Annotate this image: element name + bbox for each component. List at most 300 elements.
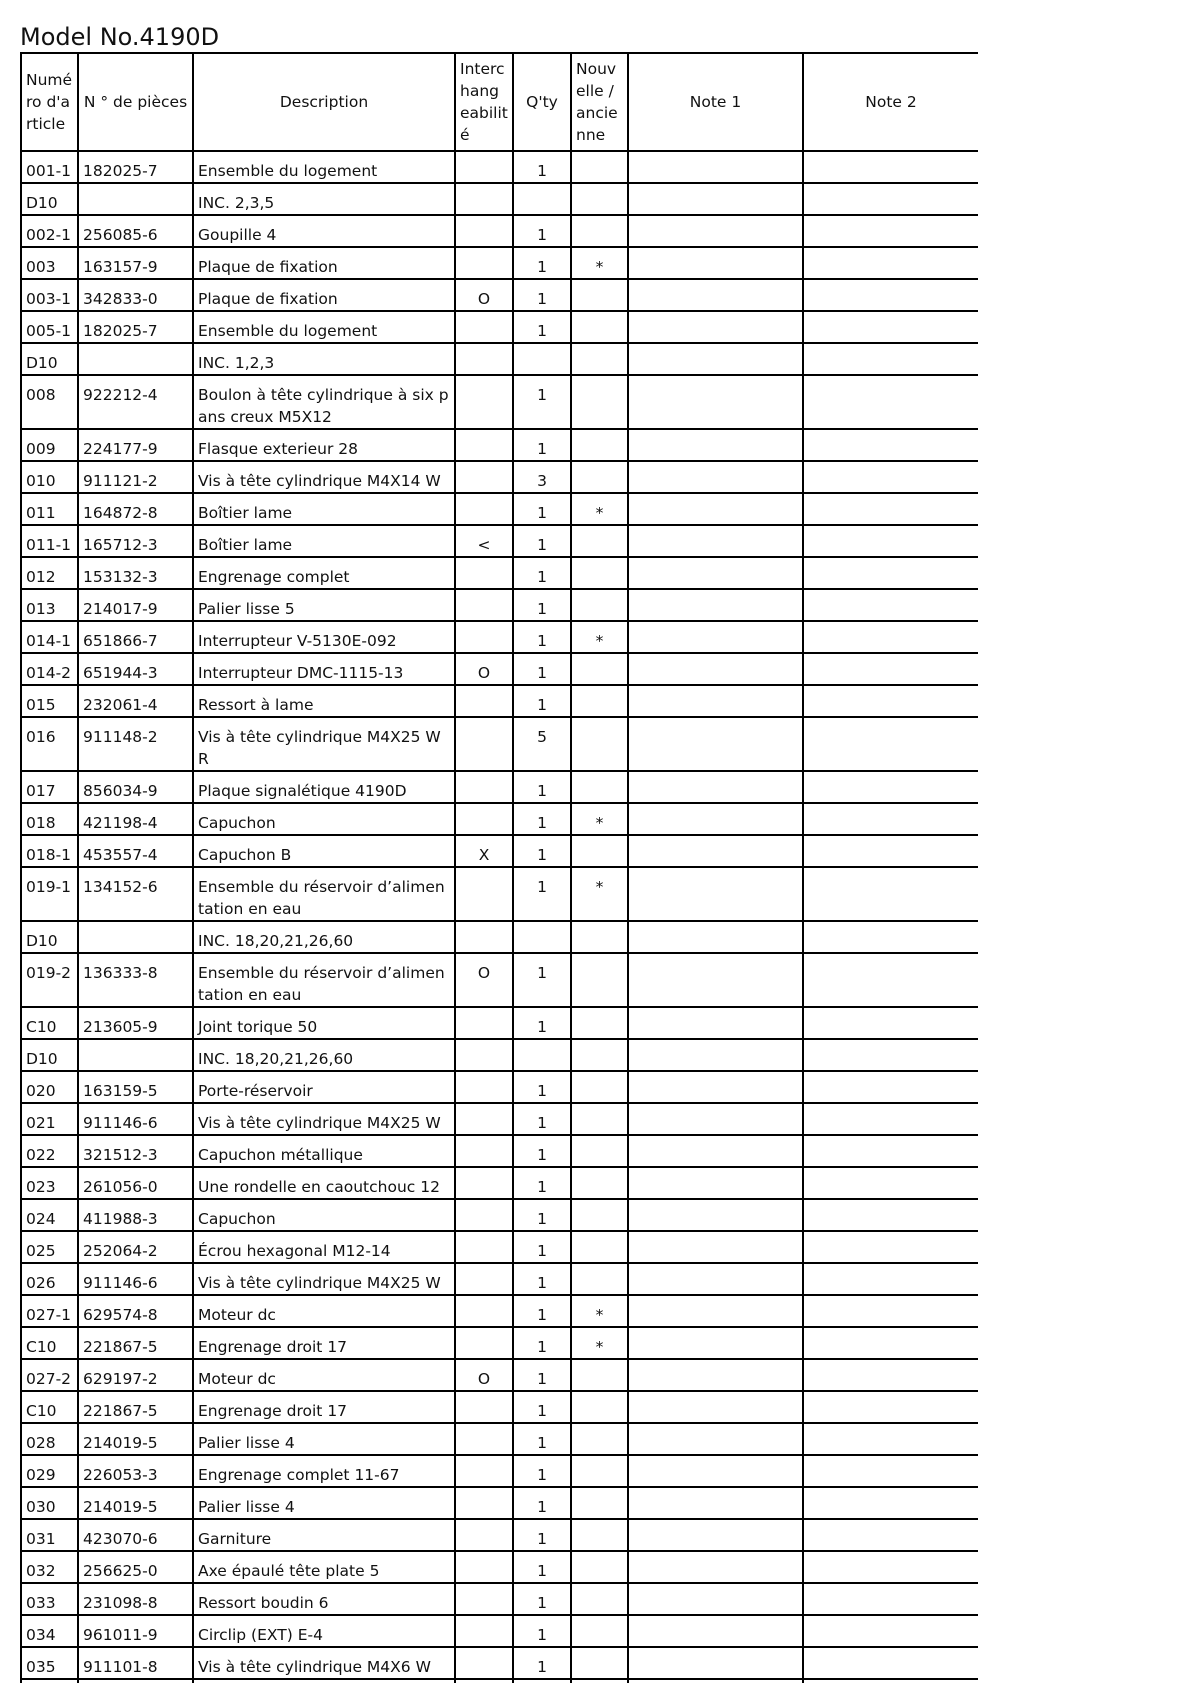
- cell-empty: [513, 1679, 571, 1683]
- cell-interchangeability: O: [455, 279, 513, 311]
- cell-note-1: [628, 803, 803, 835]
- cell-qty: 1: [513, 215, 571, 247]
- cell-item-no: 024: [21, 1199, 78, 1231]
- cell-qty: [513, 921, 571, 953]
- cell-interchangeability: O: [455, 1359, 513, 1391]
- cell-item-no: 013: [21, 589, 78, 621]
- cell-description: Boîtier lame: [193, 525, 455, 557]
- cell-new-old: [571, 1391, 628, 1423]
- cell-part-no: 856034-9: [78, 771, 193, 803]
- cell-interchangeability: [455, 375, 513, 429]
- cell-item-no: C10: [21, 1391, 78, 1423]
- cell-qty: 1: [513, 1519, 571, 1551]
- cell-new-old: [571, 1231, 628, 1263]
- cell-part-no: 226053-3: [78, 1455, 193, 1487]
- cell-item-no: 019-1: [21, 867, 78, 921]
- cell-part-no: 165712-3: [78, 525, 193, 557]
- table-row: [21, 1391, 978, 1423]
- cell-description: Porte-réservoir: [193, 1071, 455, 1103]
- table-row: [21, 717, 978, 771]
- cell-interchangeability: [455, 429, 513, 461]
- cell-qty: 1: [513, 867, 571, 921]
- cell-interchangeability: O: [455, 653, 513, 685]
- cell-interchangeability: [455, 1391, 513, 1423]
- cell-note-2: [803, 835, 978, 867]
- cell-note-1: [628, 1231, 803, 1263]
- cell-empty: [803, 1679, 978, 1683]
- cell-description: Circlip (EXT) E-4: [193, 1615, 455, 1647]
- table-header-row: [21, 53, 978, 151]
- cell-note-2: [803, 343, 978, 375]
- table-row: [21, 1647, 978, 1679]
- cell-part-no: [78, 343, 193, 375]
- cell-note-1: [628, 525, 803, 557]
- cell-interchangeability: [455, 771, 513, 803]
- cell-interchangeability: [455, 247, 513, 279]
- cell-new-old: [571, 717, 628, 771]
- cell-part-no: 256625-0: [78, 1551, 193, 1583]
- cell-new-old: [571, 653, 628, 685]
- cell-note-2: [803, 1391, 978, 1423]
- cell-description: Capuchon: [193, 1199, 455, 1231]
- cell-part-no: 911148-2: [78, 717, 193, 771]
- cell-qty: 1: [513, 1199, 571, 1231]
- cell-qty: 1: [513, 621, 571, 653]
- cell-interchangeability: O: [455, 953, 513, 1007]
- cell-note-2: [803, 953, 978, 1007]
- cell-item-no: 015: [21, 685, 78, 717]
- parts-table: [20, 52, 978, 1683]
- cell-item-no: 031: [21, 1519, 78, 1551]
- table-row: [21, 1295, 978, 1327]
- cell-new-old: [571, 1135, 628, 1167]
- table-row: [21, 1615, 978, 1647]
- cell-item-no: D10: [21, 183, 78, 215]
- cell-description: Engrenage droit 17: [193, 1327, 455, 1359]
- cell-qty: 1: [513, 1359, 571, 1391]
- cell-interchangeability: [455, 1071, 513, 1103]
- cell-part-no: 342833-0: [78, 279, 193, 311]
- cell-description: INC. 1,2,3: [193, 343, 455, 375]
- cell-part-no: 182025-7: [78, 311, 193, 343]
- cell-new-old: [571, 1519, 628, 1551]
- cell-description: Écrou hexagonal M12-14: [193, 1231, 455, 1263]
- cell-part-no: 221867-5: [78, 1391, 193, 1423]
- cell-description: Interrupteur V-5130E-092: [193, 621, 455, 653]
- header-description: Description: [193, 53, 455, 151]
- table-row: [21, 1519, 978, 1551]
- cell-part-no: [78, 1039, 193, 1071]
- table-row: [21, 1199, 978, 1231]
- header-part-no: N ° de pièces: [78, 53, 193, 151]
- cell-note-2: [803, 279, 978, 311]
- cell-note-2: [803, 1295, 978, 1327]
- cell-note-2: [803, 215, 978, 247]
- cell-item-no: 034: [21, 1615, 78, 1647]
- cell-item-no: 009: [21, 429, 78, 461]
- cell-qty: 1: [513, 803, 571, 835]
- cell-note-2: [803, 1167, 978, 1199]
- cell-new-old: [571, 461, 628, 493]
- cell-part-no: [78, 183, 193, 215]
- cell-item-no: 014-1: [21, 621, 78, 653]
- cell-interchangeability: [455, 1199, 513, 1231]
- cell-description: Boulon à tête cylindrique à six pans creux M5X12: [193, 375, 455, 429]
- table-row: [21, 867, 978, 921]
- cell-new-old: [571, 1423, 628, 1455]
- cell-description: Une rondelle en caoutchouc 12: [193, 1167, 455, 1199]
- cell-interchangeability: [455, 493, 513, 525]
- cell-item-no: 018: [21, 803, 78, 835]
- cell-interchangeability: [455, 1135, 513, 1167]
- table-row: [21, 1551, 978, 1583]
- cell-description: Capuchon: [193, 803, 455, 835]
- cell-note-1: [628, 953, 803, 1007]
- cell-description: INC. 18,20,21,26,60: [193, 1039, 455, 1071]
- table-row: [21, 557, 978, 589]
- cell-part-no: 213605-9: [78, 1007, 193, 1039]
- cell-description: INC. 2,3,5: [193, 183, 455, 215]
- cell-qty: 5: [513, 717, 571, 771]
- cell-note-2: [803, 1423, 978, 1455]
- table-row: [21, 921, 978, 953]
- cell-qty: 1: [513, 151, 571, 183]
- table-row: [21, 685, 978, 717]
- cell-new-old: [571, 525, 628, 557]
- cell-description: Axe épaulé tête plate 5: [193, 1551, 455, 1583]
- table-row: [21, 279, 978, 311]
- cell-qty: 1: [513, 771, 571, 803]
- cell-qty: 1: [513, 311, 571, 343]
- cell-description: Palier lisse 5: [193, 589, 455, 621]
- cell-qty: 1: [513, 1295, 571, 1327]
- cell-note-2: [803, 1359, 978, 1391]
- header-interchangeability: Interc hang eabilit é: [455, 53, 513, 151]
- cell-new-old: [571, 1647, 628, 1679]
- cell-interchangeability: [455, 685, 513, 717]
- cell-part-no: 182025-7: [78, 151, 193, 183]
- cell-note-1: [628, 247, 803, 279]
- header-new-old: Nouv elle / ancie nne: [571, 53, 628, 151]
- cell-interchangeability: [455, 1039, 513, 1071]
- cell-part-no: 153132-3: [78, 557, 193, 589]
- table-body: [21, 151, 978, 1683]
- cell-qty: 1: [513, 1135, 571, 1167]
- cell-new-old: [571, 771, 628, 803]
- cell-qty: 1: [513, 1007, 571, 1039]
- cell-empty: [628, 1679, 803, 1683]
- cell-part-no: 232061-4: [78, 685, 193, 717]
- table-row: [21, 183, 978, 215]
- table-row: [21, 1327, 978, 1359]
- cell-item-no: 027-1: [21, 1295, 78, 1327]
- cell-part-no: 134152-6: [78, 867, 193, 921]
- cell-new-old: [571, 215, 628, 247]
- cell-note-2: [803, 1263, 978, 1295]
- cell-empty: [455, 1679, 513, 1683]
- cell-note-1: [628, 1391, 803, 1423]
- cell-item-no: 001-1: [21, 151, 78, 183]
- cell-qty: 1: [513, 1167, 571, 1199]
- cell-note-1: [628, 1615, 803, 1647]
- cell-part-no: 214019-5: [78, 1423, 193, 1455]
- cell-note-1: [628, 1359, 803, 1391]
- cell-item-no: 027-2: [21, 1359, 78, 1391]
- table-row: [21, 375, 978, 429]
- cell-description: INC. 18,20,21,26,60: [193, 921, 455, 953]
- cell-qty: 1: [513, 589, 571, 621]
- cell-note-2: [803, 557, 978, 589]
- cell-description: Vis à tête cylindrique M4X14 W: [193, 461, 455, 493]
- cell-part-no: 453557-4: [78, 835, 193, 867]
- cell-note-2: [803, 1551, 978, 1583]
- cell-description: Ressort boudin 6: [193, 1583, 455, 1615]
- cell-new-old: [571, 429, 628, 461]
- cell-note-1: [628, 557, 803, 589]
- table-row: [21, 803, 978, 835]
- table-row: [21, 461, 978, 493]
- cell-item-no: 005-1: [21, 311, 78, 343]
- cell-part-no: 163159-5: [78, 1071, 193, 1103]
- cell-item-no: 017: [21, 771, 78, 803]
- cell-new-old: *: [571, 867, 628, 921]
- header-qty: Q'ty: [513, 53, 571, 151]
- cell-part-no: 221867-5: [78, 1327, 193, 1359]
- cell-note-1: [628, 589, 803, 621]
- cell-part-no: 629574-8: [78, 1295, 193, 1327]
- cell-note-2: [803, 1647, 978, 1679]
- table-row: [21, 621, 978, 653]
- cell-new-old: [571, 1263, 628, 1295]
- cell-interchangeability: [455, 1455, 513, 1487]
- cell-interchangeability: <: [455, 525, 513, 557]
- cell-qty: 1: [513, 1263, 571, 1295]
- cell-interchangeability: [455, 1487, 513, 1519]
- cell-note-1: [628, 1103, 803, 1135]
- cell-note-2: [803, 1519, 978, 1551]
- cell-qty: 1: [513, 953, 571, 1007]
- cell-note-2: [803, 867, 978, 921]
- cell-new-old: [571, 183, 628, 215]
- cell-new-old: [571, 311, 628, 343]
- cell-note-1: [628, 867, 803, 921]
- cell-note-2: [803, 771, 978, 803]
- cell-note-1: [628, 1263, 803, 1295]
- header-note-2: Note 2: [803, 53, 978, 151]
- cell-note-1: [628, 621, 803, 653]
- cell-item-no: 016: [21, 717, 78, 771]
- cell-part-no: 214019-5: [78, 1487, 193, 1519]
- cell-note-2: [803, 247, 978, 279]
- table-row: [21, 1583, 978, 1615]
- cell-note-1: [628, 1135, 803, 1167]
- cell-item-no: 029: [21, 1455, 78, 1487]
- cell-new-old: *: [571, 803, 628, 835]
- table-row: [21, 429, 978, 461]
- cell-note-2: [803, 1327, 978, 1359]
- cell-qty: 1: [513, 375, 571, 429]
- cell-empty: [571, 1679, 628, 1683]
- cell-empty: [193, 1679, 455, 1683]
- cell-part-no: 321512-3: [78, 1135, 193, 1167]
- table-row: [21, 1231, 978, 1263]
- cell-item-no: D10: [21, 921, 78, 953]
- cell-note-2: [803, 589, 978, 621]
- cell-note-2: [803, 151, 978, 183]
- cell-description: Plaque signalétique 4190D: [193, 771, 455, 803]
- table-row: [21, 1167, 978, 1199]
- cell-interchangeability: [455, 867, 513, 921]
- table-row: [21, 1071, 978, 1103]
- cell-description: Ensemble du logement: [193, 151, 455, 183]
- cell-qty: 1: [513, 1103, 571, 1135]
- cell-part-no: 911146-6: [78, 1263, 193, 1295]
- cell-note-2: [803, 803, 978, 835]
- cell-new-old: [571, 1103, 628, 1135]
- parts-table-wrapper: [20, 52, 978, 1683]
- cell-note-2: [803, 1103, 978, 1135]
- cell-item-no: 033: [21, 1583, 78, 1615]
- table-row: [21, 1423, 978, 1455]
- cell-new-old: [571, 835, 628, 867]
- cell-item-no: 019-2: [21, 953, 78, 1007]
- table-row: [21, 1487, 978, 1519]
- cell-part-no: 911146-6: [78, 1103, 193, 1135]
- cell-interchangeability: [455, 1423, 513, 1455]
- table-row: [21, 953, 978, 1007]
- cell-item-no: 022: [21, 1135, 78, 1167]
- cell-part-no: 231098-8: [78, 1583, 193, 1615]
- cell-interchangeability: [455, 717, 513, 771]
- cell-new-old: [571, 1359, 628, 1391]
- cell-item-no: C10: [21, 1327, 78, 1359]
- cell-item-no: C10: [21, 1007, 78, 1039]
- cell-part-no: 136333-8: [78, 953, 193, 1007]
- table-row: [21, 247, 978, 279]
- cell-description: Ensemble du logement: [193, 311, 455, 343]
- cell-note-1: [628, 1327, 803, 1359]
- cell-note-1: [628, 685, 803, 717]
- cell-qty: [513, 1039, 571, 1071]
- cell-qty: 1: [513, 1455, 571, 1487]
- cell-interchangeability: [455, 311, 513, 343]
- cell-interchangeability: [455, 1103, 513, 1135]
- cell-note-1: [628, 653, 803, 685]
- cell-note-1: [628, 1487, 803, 1519]
- cell-note-2: [803, 1135, 978, 1167]
- cell-new-old: [571, 1167, 628, 1199]
- cell-note-1: [628, 1007, 803, 1039]
- cell-new-old: [571, 953, 628, 1007]
- cell-note-1: [628, 151, 803, 183]
- cell-note-1: [628, 311, 803, 343]
- cell-new-old: [571, 1007, 628, 1039]
- cell-item-no: 035: [21, 1647, 78, 1679]
- cell-note-1: [628, 493, 803, 525]
- cell-note-1: [628, 1199, 803, 1231]
- cell-qty: 1: [513, 1615, 571, 1647]
- cell-interchangeability: [455, 1583, 513, 1615]
- cell-note-2: [803, 1615, 978, 1647]
- table-row: [21, 589, 978, 621]
- cell-new-old: [571, 557, 628, 589]
- cell-description: Moteur dc: [193, 1295, 455, 1327]
- cell-note-1: [628, 1551, 803, 1583]
- table-row: [21, 1359, 978, 1391]
- table-row: [21, 835, 978, 867]
- cell-new-old: [571, 1071, 628, 1103]
- cell-qty: 1: [513, 1391, 571, 1423]
- cell-note-1: [628, 771, 803, 803]
- table-row: [21, 1455, 978, 1487]
- cell-qty: 1: [513, 279, 571, 311]
- table-row: [21, 1007, 978, 1039]
- cell-item-no: 030: [21, 1487, 78, 1519]
- cell-note-2: [803, 461, 978, 493]
- cell-note-2: [803, 621, 978, 653]
- cell-description: Joint torique 50: [193, 1007, 455, 1039]
- cell-qty: 1: [513, 247, 571, 279]
- cell-note-1: [628, 1455, 803, 1487]
- table-row: [21, 151, 978, 183]
- cell-description: Palier lisse 4: [193, 1487, 455, 1519]
- cell-new-old: [571, 1199, 628, 1231]
- cell-description: Plaque de fixation: [193, 279, 455, 311]
- table-row: [21, 1263, 978, 1295]
- cell-qty: 1: [513, 1071, 571, 1103]
- cell-item-no: 021: [21, 1103, 78, 1135]
- cell-part-no: 261056-0: [78, 1167, 193, 1199]
- cell-part-no: 163157-9: [78, 247, 193, 279]
- cell-qty: 1: [513, 429, 571, 461]
- cell-new-old: [571, 589, 628, 621]
- cell-description: Palier lisse 4: [193, 1423, 455, 1455]
- cell-interchangeability: [455, 621, 513, 653]
- cell-new-old: [571, 921, 628, 953]
- cell-qty: 1: [513, 493, 571, 525]
- cell-interchangeability: [455, 215, 513, 247]
- cell-empty: [21, 1679, 78, 1683]
- cell-part-no: 651944-3: [78, 653, 193, 685]
- cell-description: Vis à tête cylindrique M4X25 WR: [193, 717, 455, 771]
- cell-description: Goupille 4: [193, 215, 455, 247]
- header-item-no: Numé ro d'a rticle: [21, 53, 78, 151]
- cell-note-2: [803, 493, 978, 525]
- cell-item-no: 003: [21, 247, 78, 279]
- cell-note-2: [803, 1487, 978, 1519]
- cell-item-no: 018-1: [21, 835, 78, 867]
- cell-note-2: [803, 1039, 978, 1071]
- cell-item-no: 011-1: [21, 525, 78, 557]
- cell-note-2: [803, 1455, 978, 1487]
- cell-interchangeability: [455, 1615, 513, 1647]
- cell-part-no: 911121-2: [78, 461, 193, 493]
- cell-note-2: [803, 653, 978, 685]
- model-title: Model No.4190D: [20, 23, 220, 51]
- cell-item-no: 023: [21, 1167, 78, 1199]
- cell-note-2: [803, 1583, 978, 1615]
- cell-qty: 1: [513, 835, 571, 867]
- cell-interchangeability: [455, 461, 513, 493]
- cell-new-old: [571, 1583, 628, 1615]
- cell-new-old: [571, 1039, 628, 1071]
- cell-item-no: 020: [21, 1071, 78, 1103]
- cell-note-1: [628, 1519, 803, 1551]
- cell-note-1: [628, 429, 803, 461]
- table-row: [21, 215, 978, 247]
- cell-description: Engrenage droit 17: [193, 1391, 455, 1423]
- cell-part-no: 252064-2: [78, 1231, 193, 1263]
